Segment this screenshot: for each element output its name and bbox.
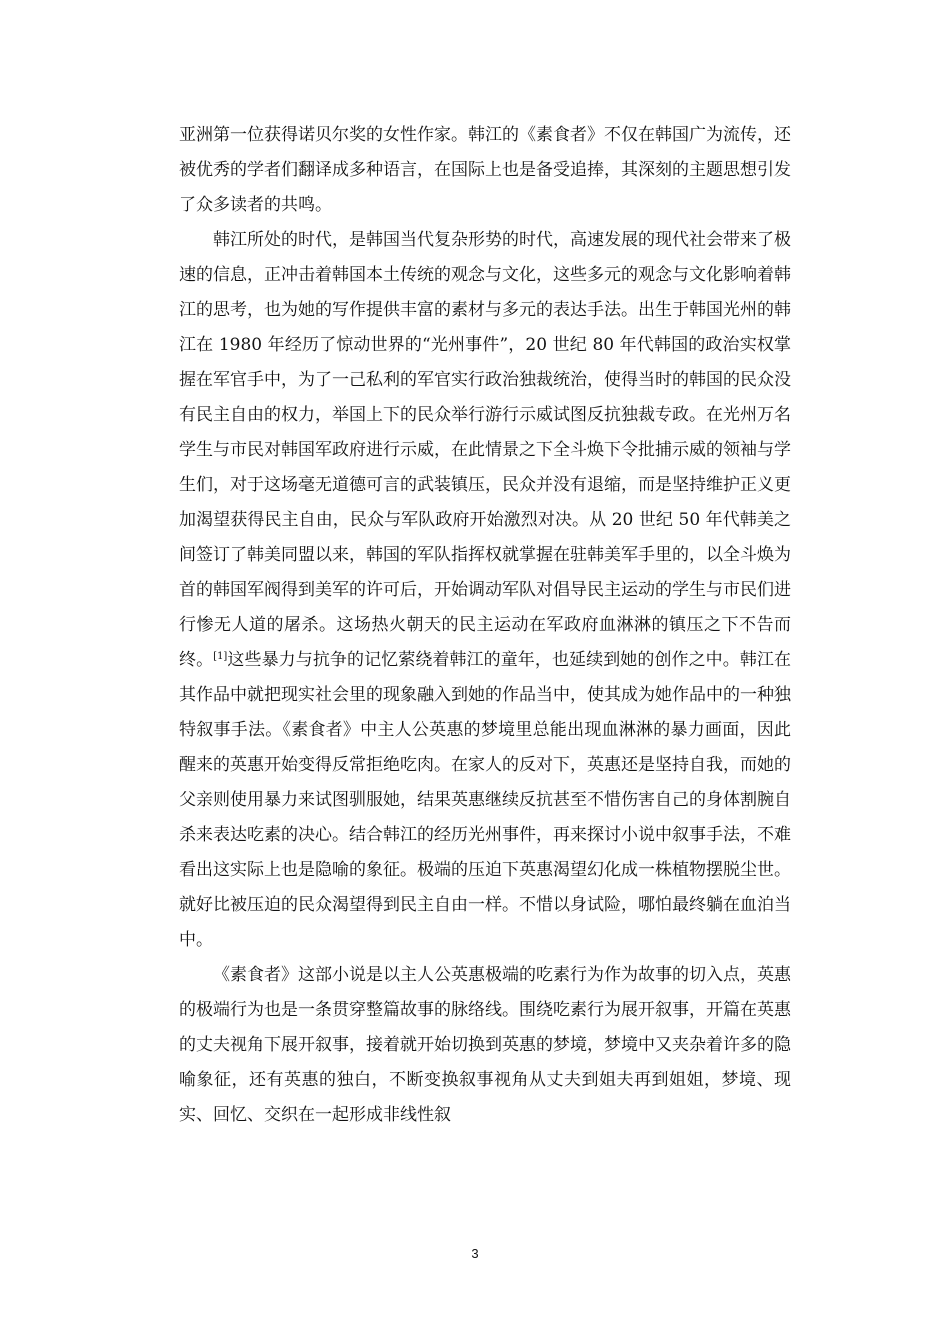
page-number: 3: [471, 1246, 479, 1261]
citation-marker: [1]: [213, 651, 228, 662]
body-text: [179, 118, 791, 1133]
paragraph-3: 《素食者》这部小说是以主人公英惠极端的吃素行为作为故事的切入点，英惠的极端行为也是一条贯穿整篇故事的脉络线。围绕吃素行为展开叙事，开篇在英惠的丈夫视角下展开叙事，接着就开始切换到英惠的梦境，梦境中又夹杂着许多的隐喻象征，还有英惠的独白，不断变换叙事视角从丈夫到姐夫再到姐姐，梦境、现实、回忆、交织在一起形成非线性叙: [179, 965, 791, 1125]
paragraph-2: [179, 223, 791, 958]
paragraph-1: 亚洲第一位获得诺贝尔奖的女性作家。韩江的《素食者》不仅在韩国广为流传，还被优秀的学者们翻译成多种语言，在国际上也是备受追捧，其深刻的主题思想引发了众多读者的共鸣。: [179, 125, 791, 215]
paragraph-2-text-after-citation: 这些暴力与抗争的记忆萦绕着韩江的童年，也延续到她的创作之中。韩江在其作品中就把现实社会里的现象融入到她的作品当中，使其成为她作品中的一种独特叙事手法。《素食者》中主人公英惠的梦境里总能出现血淋淋的暴力画面，因此醒来的英惠开始变得反常拒绝吃肉。在家人的反对下，英惠还是坚持自我，而她的父亲则使用暴力来试图驯服她，结果英惠继续反抗甚至不惜伤害自己的身体割腕自杀来表达吃素的决心。结合韩江的经历光州事件，再来探讨小说中叙事手法，不难看出这实际上也是隐喻的象征。极端的压迫下英惠渴望幻化成一株植物摆脱尘世。就好比被压迫的民众渴望得到民主自由一样。不惜以身试险，哪怕最终躺在血泊当中。: [179, 650, 792, 950]
paragraph-2-text-before-citation: 韩江所处的时代，是韩国当代复杂形势的时代，高速发展的现代社会带来了极速的信息，正冲击着韩国本土传统的观念与文化，这些多元的观念与文化影响着韩江的思考，也为她的写作提供丰富的素材与多元的表达手法。出生于韩国光州的韩江在 1980 年经历了惊动世界的“光州事件”，20 世纪 80 年代韩国的政治实权掌握在军官手中，为了一己私利的军官实行政治独裁统治，使得当时的韩国的民众没有民主自由的权力，举国上下的民众举行游行示威试图反抗独裁专政。在光州万名学生与市民对韩国军政府进行示威，在此情景之下全斗焕下令批捕示威的领袖与学生们，对于这场毫无道德可言的武装镇压，民众并没有退缩，而是坚持维护正义更加渴望获得民主自由，民众与军队政府开始激烈对决。从 20 世纪 50 年代韩美之间签订了韩美同盟以来，韩国的军队指挥权就掌握在驻韩美军手里的，以全斗焕为首的韩国军阀得到美军的许可后，开始调动军队对倡导民主运动的学生与市民们进行惨无人道的屠杀。这场热火朝天的民主运动在军政府血淋淋的镇压之下不告而终。: [179, 230, 791, 670]
